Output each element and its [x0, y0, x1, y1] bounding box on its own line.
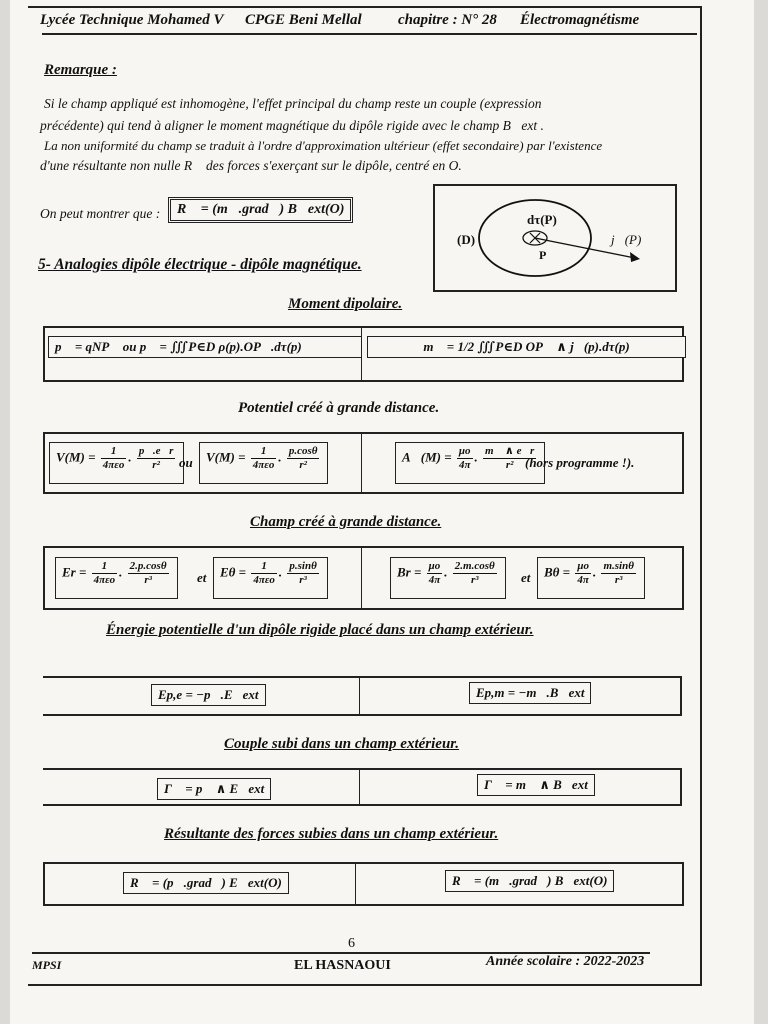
f2-lhs: V(M) = [206, 449, 246, 465]
f3-lhs: A⃗(M) = [402, 449, 452, 465]
header-chapter: chapitre : N° 28 [398, 12, 497, 28]
header-subject: Électromagnétisme [520, 12, 640, 28]
er-den-1: 4πεo [93, 574, 116, 586]
f2-den-1: 4πεo [252, 459, 275, 471]
br-lhs: Br = [397, 564, 422, 580]
f2-den-2: r² [299, 459, 307, 471]
bth-frac-2 [601, 560, 635, 587]
couple-title: Couple subi dans un champ extérieur. [224, 736, 460, 752]
label-dtau: dτ(P) [527, 212, 557, 227]
show-formula: R⃗ = (m⃗.grad⃗) B⃗ext(O) [168, 197, 353, 223]
br-num-1: μo [428, 560, 441, 572]
eth-den-1: 4πεo [253, 574, 275, 586]
potentiel-note: (hors programme !). [525, 455, 635, 470]
champ-er-formula: Er = $\frac{1}{\text{4πεo}}$ . $\frac{2.p.\cos\theta}{\text{r³}}$ [55, 557, 178, 599]
bth-frac-1 [575, 560, 591, 587]
remarque-title: Remarque : [44, 62, 117, 78]
label-current: j⃗(P) [611, 232, 642, 247]
section-5-title: 5- Analogies dipôle électrique - dipôle magnétique. [38, 256, 362, 273]
bth-num-2: m.sinθ [603, 560, 634, 572]
er-frac-2 [128, 560, 169, 587]
potentiel-title: Potentiel créé à grande distance. [238, 400, 440, 416]
bth-den-1: 4π [577, 574, 589, 586]
header-rule [42, 33, 697, 35]
header-class: CPGE Beni Mellal [245, 12, 362, 28]
champ-row [43, 546, 684, 610]
potentiel-formula-2: V(M) = $\frac{1}{\text{4πεo}}$ . $\frac{p.\cos\theta}{\text{r²}}$ [199, 442, 328, 484]
br-den-1: 4π [428, 574, 441, 586]
br-den-2: r³ [470, 574, 479, 586]
couple-electric-formula: Γ⃗ = p⃗ ∧ E⃗ext [157, 778, 271, 800]
energie-electric-formula: Ep,e = −p⃗.E⃗ext [151, 684, 266, 706]
br-frac-2 [453, 560, 497, 587]
bth-num-1: μo [577, 560, 589, 572]
br-num-2: 2.m.cosθ [454, 560, 495, 572]
br-frac-1 [427, 560, 443, 587]
page-number: 6 [348, 936, 355, 951]
moment-row [43, 326, 684, 382]
f2-frac-1 [251, 445, 277, 472]
f1-num-1: 1 [101, 445, 127, 459]
energie-title: Énergie potentielle d'un dipôle rigide placé dans un champ extérieur. [106, 622, 534, 638]
document-page [10, 0, 754, 1024]
remarque-line-4: d'une résultante non nulle R⃗ des forces s'exerçant sur le dipôle, centré en O. [40, 158, 462, 173]
f3-den-2: r² [505, 459, 514, 471]
champ-title: Champ créé à grande distance. [250, 514, 442, 530]
f1-frac-2 [137, 445, 176, 472]
f3-frac-1 [457, 445, 473, 472]
eth-num-1: 1 [251, 560, 277, 574]
moment-electric-formula: p⃗ = qNP⃗ ou p⃗ = ∭P∈D ρ(p).OP⃗.dτ(p) [48, 336, 362, 358]
label-domain: (D) [457, 232, 476, 247]
eth-lhs: Eθ = [220, 564, 247, 580]
footer-right: Année scolaire : 2022-2023 [486, 954, 645, 969]
f3-den-1: 4π [458, 459, 471, 471]
show-label: On peut montrer que : [40, 206, 161, 221]
header-school: Lycée Technique Mohamed V [40, 12, 224, 28]
champ-br-formula: Br = $\frac{\mu o}{4\pi}$ . $\frac{2.m.\cos\theta}{\text{r³}}$ [390, 557, 506, 599]
footer-left: MPSI [32, 958, 62, 972]
champ-et-1: et [197, 570, 207, 585]
champ-btheta-formula: Bθ = $\frac{\mu o}{4\pi}$ . $\frac{m.\sin\theta}{\text{r³}}$ [537, 557, 645, 599]
f3-num-1: μo [458, 445, 471, 457]
label-point-p: P [539, 248, 547, 262]
bth-lhs: Bθ = [544, 564, 571, 580]
f1-num-2: p⃗.e⃗r [138, 445, 174, 457]
resultante-title: Résultante des forces subies dans un champ extérieur. [164, 826, 499, 842]
remarque-line-3: La non uniformité du champ se traduit à l'ordre d'approximation ultérieur (effet secondaire) par l'existence [44, 138, 603, 153]
dipole-figure [433, 184, 677, 292]
champ-et-2: et [521, 570, 531, 585]
resultante-magnetic-formula: R⃗ = (m⃗.grad⃗) B⃗ext(O) [445, 870, 614, 892]
energie-row [43, 676, 682, 716]
eth-den-2: r³ [299, 574, 307, 586]
f1-lhs: V(M) = [56, 449, 96, 465]
f3-num-2: m⃗ ∧ e⃗r [485, 445, 535, 457]
er-num-2: 2.p.cosθ [129, 560, 167, 572]
couple-row [43, 768, 682, 806]
arrowhead-icon [630, 252, 640, 262]
bth-den-2: r³ [614, 574, 623, 586]
champ-etheta-formula: Eθ = $\frac{1}{\text{4πεo}}$ . $\frac{p.\sin\theta}{\text{r³}}$ [213, 557, 328, 599]
eth-num-2: p.sinθ [289, 560, 317, 572]
eth-frac-1 [251, 560, 277, 587]
f2-frac-2 [287, 445, 320, 472]
resultante-row [43, 862, 684, 906]
potentiel-formula-3: A⃗(M) = $\frac{\mu o}{4\pi}$ . $\frac{m⃗ \wedge e⃗r}{\text{r²}}$ [395, 442, 545, 484]
moment-title: Moment dipolaire. [288, 296, 403, 312]
f2-num-1: 1 [251, 445, 277, 459]
remarque-line-2: précédente) qui tend à aligner le moment magnétique du dipôle rigide avec le champ B⃗ext . [40, 118, 544, 133]
f2-num-2: p.cosθ [288, 445, 318, 457]
f1-den-1: 4πεo [102, 459, 125, 471]
energie-magnetic-formula: Ep,m = −m⃗.B⃗ext [469, 682, 591, 704]
couple-magnetic-formula: Γ⃗ = m⃗ ∧ B⃗ext [477, 774, 595, 796]
eth-frac-2 [287, 560, 318, 587]
er-lhs: Er = [62, 564, 87, 580]
remarque-line-1: Si le champ appliqué est inhomogène, l'effet principal du champ reste un couple (expression [44, 96, 542, 111]
moment-magnetic-formula: m⃗ = 1/2 ∭P∈D OP⃗ ∧ j⃗(p).dτ(p) [367, 336, 686, 358]
f1-den-2: r² [152, 459, 160, 471]
er-frac-1 [92, 560, 118, 587]
er-den-2: r³ [144, 574, 152, 586]
potentiel-ou: ou [179, 455, 193, 470]
potentiel-row [43, 432, 684, 494]
er-num-1: 1 [92, 560, 118, 574]
resultante-electric-formula: R⃗ = (p⃗.grad⃗) E⃗ext(O) [123, 872, 289, 894]
footer-center: EL HASNAOUI [294, 958, 391, 973]
potentiel-formula-1: V(M) = $\frac{1}{\text{4πεo}}$ . $\frac{p⃗.e⃗r}{\text{r²}}$ [49, 442, 184, 484]
f1-frac-1 [101, 445, 127, 472]
